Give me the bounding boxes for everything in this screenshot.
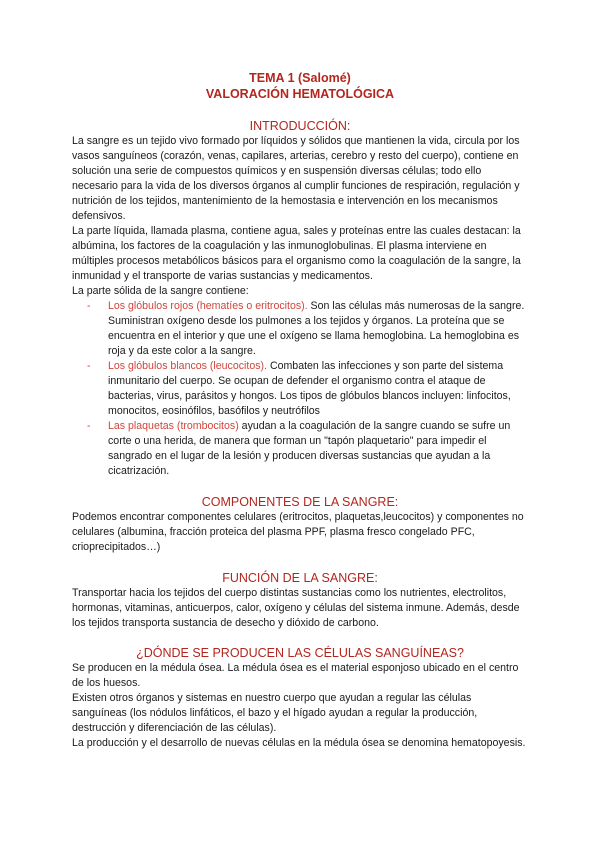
list-item-plaquetas — [72, 419, 528, 479]
heading-donde: ¿DÓNDE SE PRODUCEN LAS CÉLULAS SANGUÍNEAS? — [136, 646, 464, 660]
heading-componentes: COMPONENTES DE LA SANGRE: — [201, 495, 399, 509]
list-item-globulos-rojos — [72, 299, 528, 359]
funcion-paragraph: Transportar hacia los tejidos del cuerpo distintas sustancias como los nutrientes, electrolitos, hormonas, vitaminas, anticuerpos, calor, oxígeno y células del sistema inmune. Además, desde los tejidos transporta sustancia de desecho y dióxido de carbono. — [72, 587, 520, 629]
section-componentes — [72, 494, 528, 555]
intro-paragraph-1: La sangre es un tejido vivo formado por líquidos y sólidos que mantienen la vida, circula por los vasos sanguíneos (corazón, venas, capilares, arterias, cerebro y resto del cuerpo), contiene en solución una serie de compuestos químicos y en suspensión diversas células; todo ello necesario para la vida de los diversos órganos al cumplir funciones de respiración, regulación y nutrición de los tejidos, mantenimiento de la hemostasia e intervención en los mecanismos defensivos. — [72, 135, 520, 222]
title-line-2: VALORACIÓN HEMATOLÓGICA — [205, 87, 395, 101]
solid-parts-list — [72, 299, 528, 479]
donde-paragraph-3: La producción y el desarrollo de nuevas células en la médula ósea se denomina hematopoyesis. — [72, 737, 526, 749]
text-globulos-blancos: Combaten las infecciones y son parte del sistema inmunitario del cuerpo. Se ocupan de defender el organismo contra el ataque de bacterias, virus, parásitos y hongos. Los tipos de glóbulos blancos incluyen: linfocitos, monocitos, eosinófilos, basófilos y neutrófilos — [108, 360, 511, 417]
section-funcion — [72, 570, 528, 631]
donde-paragraph-1: Se producen en la médula ósea. La médula ósea es el material esponjoso ubicado en el centro de los huesos. — [72, 662, 519, 689]
text-globulos-rojos: Son las células más numerosas de la sangre. Suministran oxígeno desde los pulmones a los tejidos y órganos. La proteína que se encuentra en el interior y que une el oxígeno se llama hemoglobina. La hemoglobina es roja y da este color a la sangre. — [108, 300, 525, 357]
donde-paragraph-2: Existen otros órganos y sistemas en nuestro cuerpo que ayudan a regular las células sanguíneas (los nódulos linfáticos, el bazo y el hígado ayudan a regular la producción, destrucción y diferenciación de las células). — [72, 692, 478, 734]
term-plaquetas: Las plaquetas (trombocitos) — [108, 420, 239, 432]
document-page — [72, 70, 528, 751]
list-item-globulos-blancos — [72, 359, 528, 419]
term-globulos-rojos: Los glóbulos rojos (hematíes o eritrocitos). — [108, 300, 308, 312]
list-dash: - — [87, 360, 91, 372]
intro-paragraph-3: La parte sólida de la sangre contiene: — [72, 285, 249, 297]
title-line-1: TEMA 1 (Salomé) — [249, 71, 351, 85]
heading-funcion: FUNCIÓN DE LA SANGRE: — [222, 571, 378, 585]
list-dash: - — [87, 300, 91, 312]
section-introduccion — [72, 118, 528, 479]
componentes-paragraph: Podemos encontrar componentes celulares (eritrocitos, plaquetas,leucocitos) y componentes no celulares (albumina, fracción proteica del plasma PPF, plasma fresco congelado PFC, crioprecipitados…) — [72, 511, 524, 553]
intro-paragraph-2: La parte líquida, llamada plasma, contiene agua, sales y proteínas entre las cuales destacan: la albúmina, los factores de la coagulación y las inmunoglobulinas. El plasma interviene en múltiples procesos metabólicos básicos para el organismo como la coagulación de la sangre, la inmunidad y el transporte de varias sustancias y medicamentos. — [72, 225, 521, 282]
section-donde — [72, 645, 528, 751]
text-plaquetas: ayudan a la coagulación de la sangre cuando se sufre un corte o una herida, de manera que forman un "tapón plaquetario" para impedir el sangrado en el lugar de la lesión y producen diversas sustancias que ayudan a la cicatrización. — [108, 420, 511, 477]
term-globulos-blancos: Los glóbulos blancos (leucocitos). — [108, 360, 267, 372]
heading-introduccion: INTRODUCCIÓN: — [249, 119, 351, 133]
document-title — [72, 70, 528, 102]
list-dash: - — [87, 420, 91, 432]
